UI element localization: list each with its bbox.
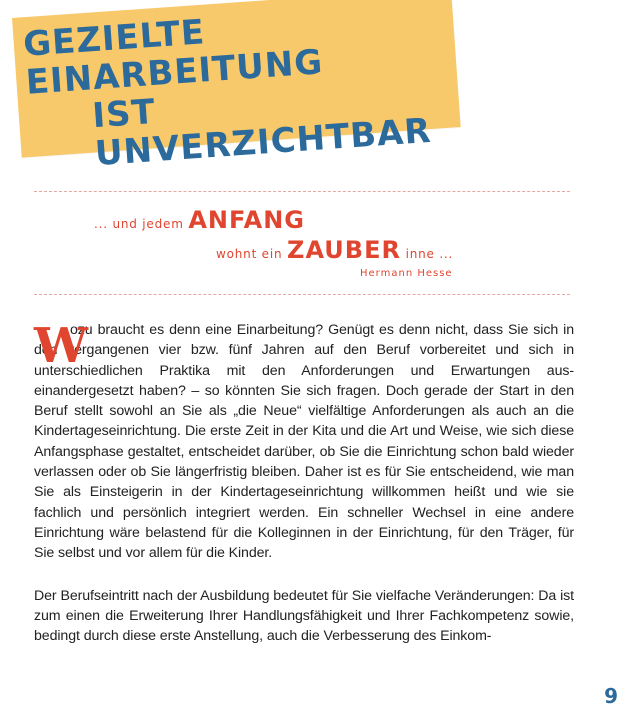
quote-line-2 (216, 236, 453, 264)
quote-small-text: wohnt ein (216, 247, 283, 261)
quote-author: Hermann Hesse (360, 268, 453, 279)
body-text (34, 320, 574, 646)
quote-top-divider (34, 191, 570, 192)
page-title-line-2: IST UNVERZICHTBAR (91, 92, 433, 175)
page-number: 9 (604, 684, 618, 708)
paragraph-1-continuation: einandergesetzt haben? – so könnten Sie sich fragen. Doch gerade der Start in den Beruf stellt sowohl an Sie als „die Neue“ vielfältige Anforderungen als auch an die Kindertageseinrichtung. Die erste Zeit in der Kita und die Art und Weise, wie sich diese Anfangsphase gestaltet, entscheidet darüber, ob Sie die Einrichtung schon bald wieder verlassen oder ob Sie längerfristig bleiben. Daher ist es für Sie entscheidend, wie man Sie als Einsteigerin in der Kindertageseinrichtung willkommen heißt und wie sie fachlich und persönlich integriert werden. Ein schneller Wechsel in eine andere Einrichtung wäre belastend für die Kolleginnen in der Einrichtung, für den Träger, für Sie selbst und vor allem für die Kinder. (34, 382, 574, 562)
quote-small-text: inne ... (405, 247, 454, 261)
paragraph-1-opening: ozu braucht es denn eine Einarbeitung? Genügt es denn nicht, dass Sie sich in den vergangenen vier bzw. fünf Jahren auf den Beruf vorbereitet und sich in unterschiedlichen Praktika mit den Anforderungen und Erwartungen aus- (34, 322, 574, 379)
drop-cap: W (34, 318, 88, 374)
page-title-line-1: GEZIELTE EINARBEITUNG (21, 12, 325, 103)
quote-small-text: ... und jedem (94, 217, 184, 231)
quote-bottom-divider (34, 294, 570, 295)
quote-emphasis-anfang: ANFANG (188, 206, 306, 234)
epigraph-quote (70, 198, 500, 288)
paragraph-2: Der Berufseintritt nach der Ausbildung bedeutet für Sie vielfache Veränderungen: Da ist zum einen die Erweiterung Ihrer Handlungsfähigkeit und Ihrer Fachkompetenz sowie, bedingt durch diese erste Anstellung, auch die Verbesserung des Einkom- (34, 587, 574, 645)
page-title (22, 0, 462, 178)
paragraph-1 (34, 320, 574, 564)
quote-line-1 (94, 206, 305, 234)
quote-emphasis-zauber: ZAUBER (287, 236, 401, 264)
